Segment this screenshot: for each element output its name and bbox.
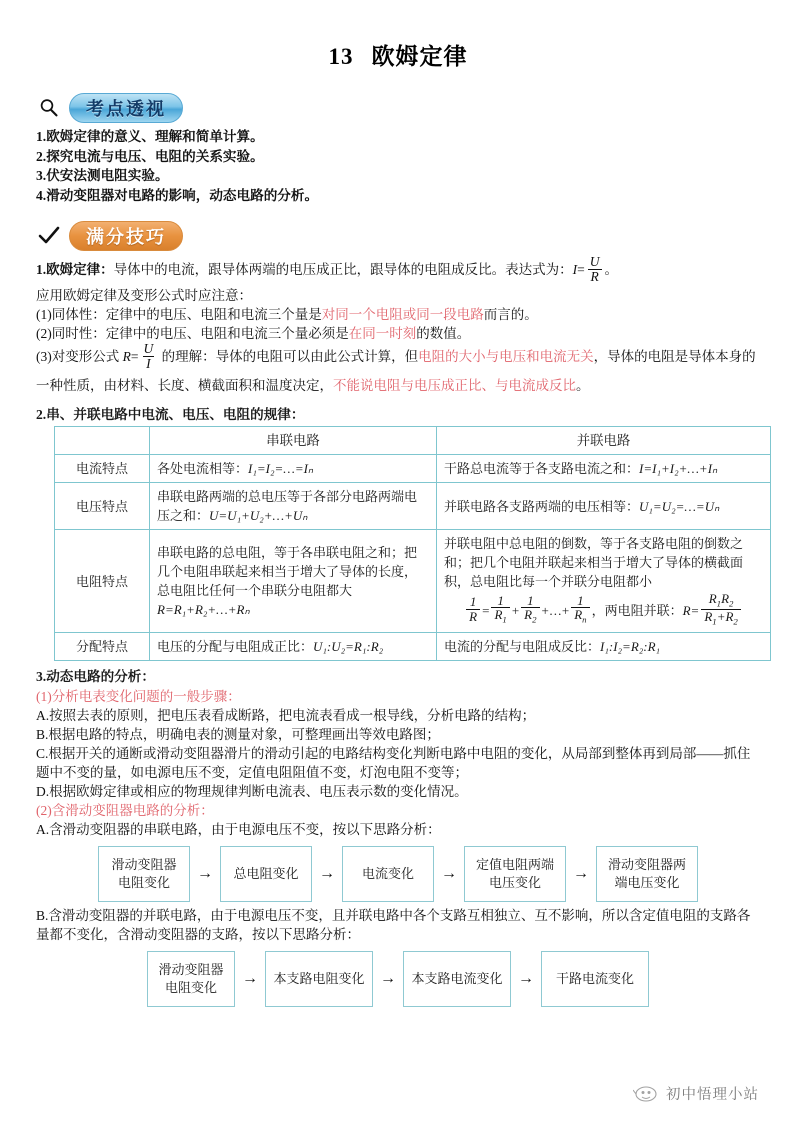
- fraction-denominator: $R_1$: [491, 607, 509, 625]
- parallel-note: ，两电阻并联：: [591, 603, 683, 619]
- formula-lhs: I: [572, 262, 578, 277]
- skills-header: [36, 221, 760, 251]
- notice-lead: 应用欧姆定律及变形公式时应注意：: [36, 287, 252, 303]
- footer-watermark: [633, 1083, 759, 1104]
- fraction-denominator: $R_n$: [571, 607, 589, 625]
- table-row: [55, 530, 771, 633]
- fraction-denominator: R: [466, 609, 480, 624]
- flow-box: 电流变化: [342, 846, 434, 902]
- fraction-numerator: 1: [469, 594, 477, 610]
- cell-parallel-current: [437, 455, 771, 483]
- notice-1-highlight: 对同一个电阻或同一段电路: [321, 306, 484, 322]
- cell-series-distribution: [150, 632, 437, 660]
- cell-formula: I=I₁+I₂+…+Iₙ: [639, 461, 718, 477]
- table-row: [55, 632, 771, 660]
- notice-3-mid: 的理解：导体的电阻可以由此公式计算，但: [158, 348, 419, 364]
- ohms-law-lead: 1.欧姆定律：: [36, 262, 114, 277]
- table-section-heading: 2.串、并联电路中电流、电压、电阻的规律：: [36, 407, 305, 423]
- circuit-rules-table: [54, 426, 771, 661]
- cell-formula: U₁=U₂=…=Uₙ: [639, 498, 720, 514]
- notice-1-pre: (1)同体性：定律中的电压、电阻和电流三个量是: [36, 306, 322, 322]
- arrow-icon: →: [319, 864, 335, 882]
- flow-box: 干路电流变化: [541, 951, 649, 1007]
- flow-box: 定值电阻两端电压变化: [464, 846, 566, 902]
- cell-parallel-distribution: [437, 632, 771, 660]
- column-header-series: 串联电路: [150, 427, 437, 455]
- column-header-parallel: 并联电路: [437, 427, 771, 455]
- dynamic-sub-heading-2: (2)含滑动变阻器电路的分析：: [36, 802, 214, 818]
- cell-text: 并联电阻中总电阻的倒数，等于各支路电阻的倒数之和；把几个电阻并联起来相当于增大了导体的横截面积，总电阻比每一个并联分电阻都小: [444, 536, 744, 590]
- exam-points-badge: 考点透视: [69, 93, 183, 123]
- cell-formula: R=R₁+R₂+…+Rₙ: [157, 602, 250, 618]
- flow-box: 本支路电阻变化: [265, 951, 373, 1007]
- notice-3-mid2: ，导体的电阻是导体本身的一种性质，由材料、长度、横截面积和温度决定，: [36, 348, 756, 394]
- arrow-icon: →: [573, 864, 589, 882]
- cell-text: 各处电流相等：: [157, 461, 249, 477]
- chapter-title: 欧姆定律: [371, 44, 468, 69]
- fraction-denominator: $R_1+R_2$: [701, 609, 741, 627]
- cell-text: 干路总电流等于各支路电流之和：: [444, 461, 640, 477]
- flowchart-series: [36, 846, 760, 902]
- fraction-one-over-rn: [571, 594, 589, 626]
- cell-formula: U₁:U₂=R₁:R₂: [313, 638, 384, 654]
- dynamic-step-d: D.根据欧姆定律或相应的物理规律判断电流表、电压表示数的变化情况。: [36, 783, 468, 799]
- arrow-icon: →: [380, 969, 396, 987]
- fraction-one-over-r2: [521, 594, 539, 626]
- flowchart-parallel: [36, 951, 760, 1007]
- cell-text: 串联电路的总电阻，等于各串联电阻之和；把几个电阻串联起来相当于增大了导体的长度，总电阻比任何一个串联分电阻都大: [157, 545, 418, 599]
- dynamic-sub-heading-1: (1)分析电表变化问题的一般步骤：: [36, 688, 241, 704]
- exam-points-header: [36, 93, 760, 123]
- notice-3-pre: (3)对变形公式: [36, 348, 123, 364]
- check-icon: [36, 223, 62, 249]
- fraction-numerator: U: [589, 254, 600, 270]
- cell-parallel-voltage: [437, 483, 771, 530]
- cell-text: 电压的分配与电阻成正比：: [157, 638, 314, 654]
- cell-text: 并联电路各支路两端的电压相等：: [444, 498, 640, 514]
- list-item: 1.欧姆定律的意义、理解和简单计算。: [36, 129, 264, 144]
- ellipsis-plus: +…+: [541, 603, 570, 619]
- list-item: 3.伏安法测电阻实验。: [36, 168, 169, 183]
- notice-item-3: [36, 340, 760, 400]
- fraction-one-over-r1: [491, 594, 509, 626]
- table-header-row: [55, 427, 771, 455]
- exam-points-list: [36, 127, 760, 205]
- formula-equals: =: [577, 262, 585, 277]
- notice-2-post: 的数值。: [416, 325, 471, 341]
- dynamic-case-b: B.含滑动变阻器的并联电路，由于电源电压不变，且并联电路中各个支路互相独立、互不影响，所以含定值电阻的支路各量都不变化，含滑动变阻器的支路，按以下思路分析：: [36, 907, 751, 942]
- ohms-law-fraction: [587, 255, 603, 284]
- fraction-numerator: $R_1R_2$: [708, 591, 734, 609]
- notice-1-post: 而言的。: [483, 306, 538, 322]
- fraction-denominator: R: [588, 269, 602, 284]
- resistance-fraction: [141, 342, 157, 371]
- table-row: [55, 483, 771, 530]
- list-item: 2.探究电流与电压、电阻的关系实验。: [36, 148, 264, 164]
- arrow-icon: →: [197, 864, 213, 882]
- cell-text: 串联电路两端的总电压等于各部分电路两端电压之和：: [157, 489, 418, 524]
- formula-period: 。: [604, 262, 618, 277]
- plus-sign: +: [511, 603, 520, 619]
- notice-item-1: [36, 305, 760, 324]
- cell-formula: I₁:I₂=R₂:R₁: [600, 638, 661, 654]
- table-corner-cell: [55, 427, 150, 455]
- cell-parallel-resistance: [437, 530, 771, 633]
- arrow-icon: →: [242, 969, 258, 987]
- watermark-text: 初中悟理小站: [666, 1087, 759, 1103]
- flow-box: 滑动变阻器 电阻变化: [98, 846, 190, 902]
- notice-3-highlight-1: 电阻的大小与电压和电流无关: [418, 348, 594, 364]
- fraction-numerator: 1: [577, 592, 584, 608]
- fraction-denominator: $R_2$: [521, 607, 539, 625]
- cell-series-voltage: [150, 483, 437, 530]
- row-label-current: 电流特点: [55, 455, 150, 483]
- chapter-number: 13: [328, 44, 354, 69]
- resistance-formula-equals: =: [130, 348, 139, 364]
- notice-item-2: [36, 324, 760, 343]
- notice-2-pre: (2)同时性：定律中的电压、电阻和电流三个量必须是: [36, 325, 349, 341]
- list-item: 4.滑动变阻器对电路的影响，动态电路的分析。: [36, 187, 319, 203]
- parallel-resistance-formula: [444, 593, 763, 628]
- resistance-formula-lhs: R: [122, 348, 131, 364]
- arrow-icon: →: [518, 969, 534, 987]
- mascot-icon: [633, 1085, 659, 1103]
- ohms-law-statement: [36, 256, 760, 286]
- cell-series-resistance: [150, 530, 437, 633]
- page-content: [36, 0, 760, 1011]
- flow-box: 滑动变阻器两端电压变化: [596, 846, 698, 902]
- dynamic-section-heading: 3.动态电路的分析：: [36, 668, 155, 684]
- notice-2-highlight: 在同一时刻: [348, 325, 417, 341]
- two-resistor-lhs: R=: [682, 603, 700, 619]
- dynamic-step-b: B.根据电路的特点，明确电表的测量对象，可整理画出等效电路图；: [36, 726, 440, 742]
- page-title: [36, 38, 760, 71]
- table-row: [55, 455, 771, 483]
- cell-series-current: [150, 455, 437, 483]
- flow-box: 滑动变阻器 电阻变化: [147, 951, 235, 1007]
- cell-formula: I₁=I₂=…=Iₙ: [248, 461, 314, 477]
- fraction-one-over-r: [466, 595, 480, 623]
- notice-3-highlight-2: 不能说电阻与电压成正比、与电流成反比: [333, 378, 576, 394]
- ohms-law-body: 导体中的电流，跟导体两端的电压成正比，跟导体的电阻成反比。表达式为：: [113, 262, 573, 277]
- skills-badge: 满分技巧: [69, 221, 183, 251]
- fraction-denominator: I: [143, 356, 154, 371]
- fraction-numerator: U: [143, 340, 154, 356]
- cell-formula: U=U₁+U₂+…+Uₙ: [209, 508, 308, 524]
- notice-3-post: 。: [576, 378, 590, 394]
- dynamic-case-a: A.含滑动变阻器的串联电路，由于电源电压不变，按以下思路分析：: [36, 821, 441, 837]
- fraction-numerator: 1: [497, 592, 504, 608]
- two-resistor-fraction: [701, 592, 741, 627]
- arrow-icon: →: [441, 864, 457, 882]
- row-label-distribution: 分配特点: [55, 632, 150, 660]
- equals-sign: =: [482, 603, 490, 619]
- fraction-numerator: 1: [527, 592, 534, 608]
- magnifier-icon: [36, 95, 62, 121]
- row-label-voltage: 电压特点: [55, 483, 150, 530]
- flow-box: 总电阻变化: [220, 846, 312, 902]
- flow-box: 本支路电流变化: [403, 951, 511, 1007]
- dynamic-step-a: A.按照去表的原则，把电压表看成断路，把电流表看成一根导线，分析电路的结构；: [36, 707, 536, 723]
- row-label-resistance: 电阻特点: [55, 530, 150, 633]
- cell-text: 电流的分配与电阻成反比：: [444, 638, 601, 654]
- dynamic-step-c: C.根据开关的通断或滑动变阻器滑片的滑动引起的电路结构变化判断电路中电阻的变化，从局部到整体再到局部——抓住题中不变的量，如电源电压不变，定值电阻阻值不变，灯泡电阻不变等；: [36, 745, 751, 780]
